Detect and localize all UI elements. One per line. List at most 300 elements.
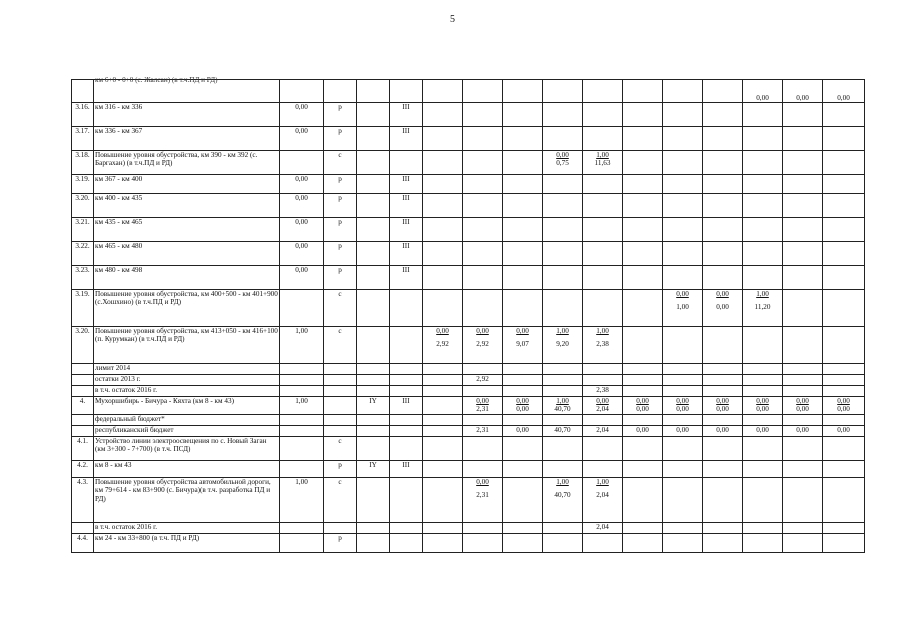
year-value-cell [463,533,503,552]
year-value-cell [743,364,783,375]
year-value-cell [663,397,703,415]
row-category-2 [390,386,423,397]
table-row [72,386,865,397]
row-name: лимит 2014 [94,364,280,375]
year-value-cell [783,127,823,151]
year-value-cell [463,460,503,477]
row-category-1 [357,103,390,127]
year-value-cell [423,477,463,522]
row-number [72,386,94,397]
year-value-cell [503,218,543,242]
year-value-cell [783,436,823,460]
year-value-cell [543,460,583,477]
year-value-cell [503,460,543,477]
year-value-cell [543,533,583,552]
row-number: 3.16. [72,103,94,127]
table-row [72,290,865,327]
row-category-2: III [390,397,423,415]
year-value-cell [583,460,623,477]
row-category-2: III [390,242,423,266]
row-type: с [324,151,357,175]
value-bottom: 2,04 [596,405,609,414]
row-value-1 [280,425,324,436]
row-category-2: III [390,194,423,218]
year-value-cell [463,175,503,194]
year-value-cell [583,242,623,266]
year-value-cell [543,218,583,242]
table-row [72,477,865,522]
row-number [72,425,94,436]
value-bottom: 0,00 [756,405,769,414]
value-bottom: 0,00 [716,303,729,312]
value-top: 0,00 [596,397,609,405]
year-value-cell [463,103,503,127]
year-value-cell [463,80,503,103]
row-number [72,414,94,425]
row-category-1 [357,386,390,397]
value-top: 0,00 [796,397,809,405]
year-value-cell [583,218,623,242]
table-row [72,533,865,552]
row-category-1 [357,175,390,194]
year-value-cell [623,175,663,194]
year-value-cell [703,414,743,425]
year-value-cell [543,375,583,386]
year-value-cell [623,327,663,364]
year-value-cell [743,522,783,533]
year-value-cell: 0,00 [743,425,783,436]
table-row [72,218,865,242]
year-value-cell [463,386,503,397]
table-row [72,103,865,127]
year-value-cell [743,266,783,290]
year-value-cell [783,522,823,533]
year-value-cell [783,397,823,415]
year-value-cell [423,290,463,327]
row-type [324,397,357,415]
row-value-1: 1,00 [280,397,324,415]
year-value-cell [703,436,743,460]
table-row [72,151,865,175]
year-value-cell [703,242,743,266]
year-value-cell [743,397,783,415]
year-value-cell [783,386,823,397]
year-value-cell [743,414,783,425]
year-value-cell [463,127,503,151]
row-value-1: 1,00 [280,327,324,364]
year-value-cell [663,80,703,103]
year-value-cell [423,364,463,375]
year-value-cell [783,327,823,364]
year-value-cell [463,290,503,327]
row-type: с [324,290,357,327]
value-top: 0,00 [476,477,489,486]
row-category-2: III [390,266,423,290]
year-value-cell [583,364,623,375]
row-category-1: IY [357,397,390,415]
year-value-cell [423,80,463,103]
value-top: 0,00 [636,397,649,405]
row-value-1 [280,364,324,375]
year-value-cell [663,242,703,266]
year-value-cell: 0,00 [783,425,823,436]
year-value-cell [623,103,663,127]
year-value-cell [503,266,543,290]
value-top: 0,00 [436,327,449,335]
year-value-cell: 2,38 [583,386,623,397]
value-bottom: 40,70 [554,405,571,414]
year-value-cell [543,436,583,460]
row-value-1: 0,00 [280,242,324,266]
row-type [324,414,357,425]
year-value-cell [503,242,543,266]
year-value-cell [543,242,583,266]
year-value-cell [783,194,823,218]
year-value-cell [703,290,743,327]
year-value-cell [423,266,463,290]
year-value-cell [703,477,743,522]
value-bottom: 0,00 [636,405,649,414]
row-name: Повышение уровня обустройства, км 413+050 - км 416+100 (п. Курумкан) (в т.ч.ПД и РД) [94,327,280,364]
value-bottom: 2,31 [476,491,489,500]
year-value-cell [503,175,543,194]
year-value-cell [823,436,865,460]
year-value-cell [583,533,623,552]
year-value-cell [703,386,743,397]
row-name: км 465 - км 480 [94,242,280,266]
year-value-cell [423,151,463,175]
row-number: 3.20. [72,194,94,218]
year-value-cell [543,386,583,397]
row-value-1: 0,00 [280,103,324,127]
year-value-cell [583,327,623,364]
value-bottom: 0,00 [516,405,529,414]
row-category-2 [390,327,423,364]
value-bottom: 9,20 [556,340,569,349]
year-value-cell [703,194,743,218]
row-name: федеральный бюджет* [94,414,280,425]
row-category-2 [390,80,423,103]
row-number: 3.20. [72,327,94,364]
year-value-cell [783,477,823,522]
value-top: 0,00 [716,397,729,405]
year-value-cell [543,103,583,127]
row-number: 3.19. [72,175,94,194]
year-value-cell [623,397,663,415]
table-row [72,327,865,364]
row-type: р [324,103,357,127]
year-value-cell [823,375,865,386]
year-value-cell [783,533,823,552]
year-value-cell [423,436,463,460]
value-top: 1,00 [596,327,609,335]
year-value-cell [703,80,743,103]
row-value-1: 0,00 [280,218,324,242]
year-value-cell [663,218,703,242]
year-value-cell [423,103,463,127]
year-value-cell [623,127,663,151]
year-value-cell [583,477,623,522]
row-number: 3.23. [72,266,94,290]
row-type: р [324,460,357,477]
year-value-cell [543,194,583,218]
row-name: км 24 - км 33+800 (в т.ч. ПД и РД) [94,533,280,552]
row-category-1 [357,290,390,327]
row-number [72,375,94,386]
table-row [72,80,865,103]
year-value-cell [423,460,463,477]
row-type [324,386,357,397]
year-value-cell [623,80,663,103]
year-value-cell [623,242,663,266]
year-value-cell [703,460,743,477]
year-value-cell [823,175,865,194]
year-value-cell [703,175,743,194]
row-category-1 [357,522,390,533]
year-value-cell [663,151,703,175]
row-category-1 [357,194,390,218]
value-bottom: 1,00 [676,303,689,312]
row-number [72,364,94,375]
row-category-2 [390,364,423,375]
year-value-cell [623,436,663,460]
row-name: км 316 - км 336 [94,103,280,127]
row-value-1 [280,375,324,386]
year-value-cell: 40,70 [543,425,583,436]
row-value-1 [280,460,324,477]
year-value-cell [583,151,623,175]
year-value-cell [663,477,703,522]
table-row [72,522,865,533]
row-value-1 [280,386,324,397]
year-value-cell: 0,00 [663,425,703,436]
row-type: р [324,127,357,151]
year-value-cell [463,364,503,375]
year-value-cell [463,242,503,266]
row-number: 4. [72,397,94,415]
year-value-cell [663,460,703,477]
row-category-2 [390,414,423,425]
year-value-cell [463,194,503,218]
year-value-cell [463,522,503,533]
value-top: 0,00 [516,397,529,405]
row-category-1 [357,80,390,103]
year-value-cell [543,327,583,364]
year-value-cell [583,266,623,290]
year-value-cell [823,290,865,327]
table-row [72,175,865,194]
row-type [324,80,357,103]
value-top: 1,00 [556,477,569,486]
row-name: в т.ч. остаток 2016 г. [94,522,280,533]
row-value-1: 0,00 [280,127,324,151]
year-value-cell [823,218,865,242]
year-value-cell [543,414,583,425]
year-value-cell [623,460,663,477]
year-value-cell [823,127,865,151]
value-bottom: 9,07 [516,340,529,349]
table-row [72,375,865,386]
value-top: 0,00 [676,290,689,298]
row-number: 4.1. [72,436,94,460]
year-value-cell [423,386,463,397]
row-name: км 400 - км 435 [94,194,280,218]
year-value-cell [743,175,783,194]
row-name: км 6+0 - 0+0 (с. Жалсан) (в т.ч.ПД и РД) [94,76,280,99]
row-value-1 [280,151,324,175]
year-value-cell [703,127,743,151]
year-value-cell: 0,00 [503,425,543,436]
year-value-cell [783,103,823,127]
row-category-2 [390,375,423,386]
row-category-1 [357,127,390,151]
year-value-cell [583,436,623,460]
row-name: Устройство линии электроосвещения по с. Новый Заган (км 3+300 - 7+700) (в т.ч. ПСД) [94,436,280,460]
year-value-cell [823,364,865,375]
table-row [72,460,865,477]
row-name: в т.ч. остаток 2016 г. [94,386,280,397]
year-value-cell [743,436,783,460]
year-value-cell [743,327,783,364]
value-top: 1,00 [556,397,569,405]
row-category-2: III [390,175,423,194]
row-type: с [324,436,357,460]
program-table [71,76,865,553]
year-value-cell [703,533,743,552]
row-type [324,364,357,375]
year-value-cell [623,414,663,425]
year-value-cell [503,477,543,522]
year-value-cell [823,397,865,415]
table-body [72,76,865,553]
row-type [324,425,357,436]
year-value-cell [663,194,703,218]
year-value-cell [623,290,663,327]
value-bottom: 2,92 [436,340,449,349]
year-value-cell [463,266,503,290]
year-value-cell [583,414,623,425]
year-value-cell [503,151,543,175]
row-value-1 [280,414,324,425]
program-table-container [71,76,865,553]
row-name: Мухоршибирь - Бичура - Кяхта (км 8 - км 43) [94,397,280,415]
value-bottom: 0,00 [837,405,850,414]
row-category-1 [357,266,390,290]
row-category-1 [357,151,390,175]
row-name: км 367 - км 400 [94,175,280,194]
year-value-cell [503,522,543,533]
year-value-cell [783,364,823,375]
row-name: Повышение уровня обустройства автомобильной дороги, км 79+614 - км 83+900 (с. Бичура)(в т.ч. разработка ПД и РД) [94,477,280,522]
year-value-cell [663,127,703,151]
row-number: 3.18. [72,151,94,175]
year-value-cell [823,460,865,477]
year-value-cell [823,151,865,175]
year-value-cell [543,127,583,151]
row-name: км 480 - км 498 [94,266,280,290]
value-bottom: 2,04 [596,491,609,500]
year-value-cell [823,522,865,533]
row-category-2 [390,533,423,552]
year-value-cell [423,375,463,386]
year-value-cell: 2,31 [463,425,503,436]
row-category-2 [390,522,423,533]
row-number: 3.17. [72,127,94,151]
year-value-cell [743,151,783,175]
year-value-cell [823,242,865,266]
year-value-cell [623,151,663,175]
row-category-2: III [390,460,423,477]
row-name: остатки 2013 г. [94,375,280,386]
value-top: 1,00 [596,477,609,486]
year-value-cell [663,386,703,397]
value-bottom: 0,00 [676,405,689,414]
year-value-cell [663,364,703,375]
year-value-cell [503,533,543,552]
value-top: 0,00 [676,397,689,405]
year-value-cell [543,477,583,522]
table-row [72,397,865,415]
year-value-cell [583,290,623,327]
year-value-cell [503,194,543,218]
year-value-cell [423,127,463,151]
row-category-2 [390,477,423,522]
year-value-cell [743,460,783,477]
year-value-cell [503,436,543,460]
year-value-cell [783,266,823,290]
year-value-cell [743,477,783,522]
row-category-2: III [390,127,423,151]
year-value-cell [743,386,783,397]
year-value-cell [783,375,823,386]
row-number: 3.19. [72,290,94,327]
year-value-cell [663,175,703,194]
year-value-cell [503,290,543,327]
year-value-cell [823,103,865,127]
year-value-cell [423,194,463,218]
year-value-cell [663,375,703,386]
year-value-cell [783,290,823,327]
year-value-cell [623,218,663,242]
row-value-1: 1,00 [280,477,324,522]
row-category-1 [357,327,390,364]
value-bottom: 0,00 [796,405,809,414]
row-value-1: 0,00 [280,194,324,218]
year-value-cell: 0,00 [623,425,663,436]
year-value-cell [423,242,463,266]
value-bottom: 2,38 [596,340,609,349]
year-value-cell: 0,00 [823,425,865,436]
row-category-2 [390,151,423,175]
row-number: 3.22. [72,242,94,266]
year-value-cell [423,425,463,436]
year-value-cell [823,194,865,218]
row-category-2: III [390,218,423,242]
year-value-cell [463,151,503,175]
row-type [324,522,357,533]
year-value-cell [503,414,543,425]
year-value-cell [543,290,583,327]
row-name: Повышение уровня обустройства, км 390 - км 392 (с. Баргахан) (в т.ч.ПД и РД) [94,151,280,175]
year-value-cell [783,218,823,242]
year-value-cell [663,533,703,552]
table-row [72,242,865,266]
row-value-1 [280,533,324,552]
value-top: 0,00 [837,397,850,405]
year-value-cell [783,151,823,175]
year-value-cell [543,151,583,175]
row-value-1 [280,522,324,533]
